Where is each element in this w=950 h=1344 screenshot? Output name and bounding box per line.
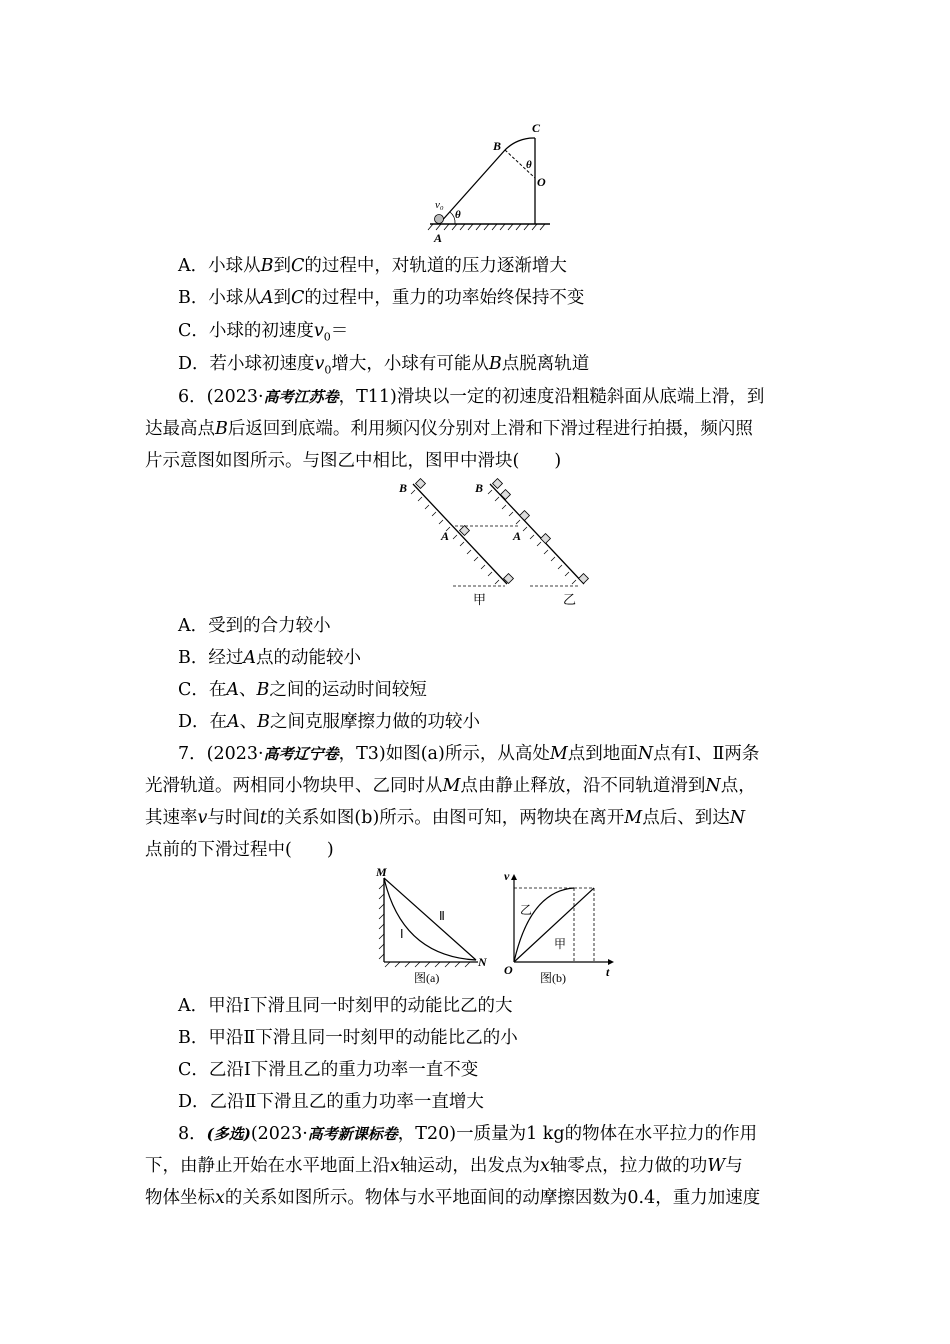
q6-label-A-jia: A	[441, 529, 450, 543]
q6-label-B-yi: B	[475, 481, 484, 495]
q7-caption-a: 图(a)	[414, 971, 440, 985]
q7-label-t: t	[606, 965, 610, 979]
q6-option-b: B．经过A点的动能较小	[178, 648, 362, 668]
q5-label-B: B	[493, 139, 502, 153]
q7-label-M: M	[376, 866, 387, 879]
q7-option-c: C．乙沿Ⅰ下滑且乙的重力功率一直不变	[178, 1060, 479, 1080]
q7-caption-b: 图(b)	[540, 971, 566, 985]
q5-option-b: B．小球从A到C的过程中，重力的功率始终保持不变	[178, 288, 585, 308]
q7-figure-b	[500, 866, 620, 988]
q7-label-O: O	[504, 963, 513, 977]
q7-label-v: v	[504, 869, 510, 883]
q5-label-O: O	[537, 175, 546, 189]
q5-figure	[425, 120, 555, 245]
q7-label-jia: 甲	[554, 937, 567, 951]
q5-label-theta-top: θ	[526, 159, 532, 171]
q6-caption-jia: 甲	[473, 592, 487, 607]
q6-stem-line1: 6．(2023·高考江苏卷，T11)滑块以一定的初速度沿粗糙斜面从底端上滑，到	[178, 387, 765, 407]
q5-label-v0: v₀	[435, 199, 444, 211]
q6-stem-line3: 片示意图如图所示。与图乙中相比，图甲中滑块( )	[145, 451, 562, 471]
q7-label-II: Ⅱ	[439, 909, 445, 923]
q7-label-N: N	[478, 955, 487, 969]
q8-stem-line1: 8．(多选)(2023·高考新课标卷，T20)一质量为1 kg的物体在水平拉力的作用	[178, 1124, 758, 1144]
q6-label-A-yi: A	[513, 529, 522, 543]
q7-stem-line4: 点前的下滑过程中( )	[145, 840, 334, 860]
q7-stem-line1: 7．(2023·高考辽宁卷，T3)如图(a)所示，从高处M点到地面N点有Ⅰ、Ⅱ两条	[178, 744, 760, 764]
q7-label-I: Ⅰ	[400, 927, 404, 941]
q7-option-a: A．甲沿Ⅰ下滑且同一时刻甲的动能比乙的大	[178, 996, 513, 1016]
q5-label-A: A	[434, 231, 443, 245]
q6-stem-line2: 达最高点B后返回到底端。利用频闪仪分别对上滑和下滑过程进行拍摄，频闪照	[145, 419, 753, 439]
q6-label-B-jia: B	[399, 481, 408, 495]
q5-label-theta-bottom: θ	[455, 209, 461, 221]
q7-stem-line2: 光滑轨道。两相同小物块甲、乙同时从M点由静止释放，沿不同轨道滑到N点，	[145, 776, 756, 796]
q6-option-a: A．受到的合力较小	[178, 616, 331, 636]
q6-figure	[395, 476, 595, 611]
q5-label-C: C	[532, 121, 541, 135]
q5-option-c: C．小球的初速度$v_0=$	[178, 321, 349, 344]
q7-option-d: D．乙沿Ⅱ下滑且乙的重力功率一直增大	[178, 1092, 484, 1112]
q7-figure-a	[372, 866, 497, 988]
q6-caption-yi: 乙	[563, 592, 577, 607]
q6-option-c: C．在A、B之间的运动时间较短	[178, 680, 427, 700]
q7-label-yi: 乙	[520, 903, 533, 917]
q6-option-d: D．在A、B之间克服摩擦力做的功较小	[178, 712, 481, 732]
q7-stem-line3: 其速率v与时间t的关系如图(b)所示。由图可知，两物块在离开M点后、到达N	[145, 808, 746, 828]
q5-option-d: D．若小球初速度$v_0$增大，小球有可能从B点脱离轨道	[178, 354, 590, 377]
q8-stem-line2: 下，由静止开始在水平地面上沿x轴运动，出发点为x轴零点，拉力做的功W与	[145, 1156, 743, 1176]
q8-stem-line3: 物体坐标x的关系如图所示。物体与水平地面间的动摩擦因数为0.4，重力加速度	[145, 1188, 761, 1208]
q5-option-a: A．小球从B到C的过程中，对轨道的压力逐渐增大	[178, 256, 567, 276]
q7-option-b: B．甲沿Ⅱ下滑且同一时刻甲的动能比乙的小	[178, 1028, 518, 1048]
